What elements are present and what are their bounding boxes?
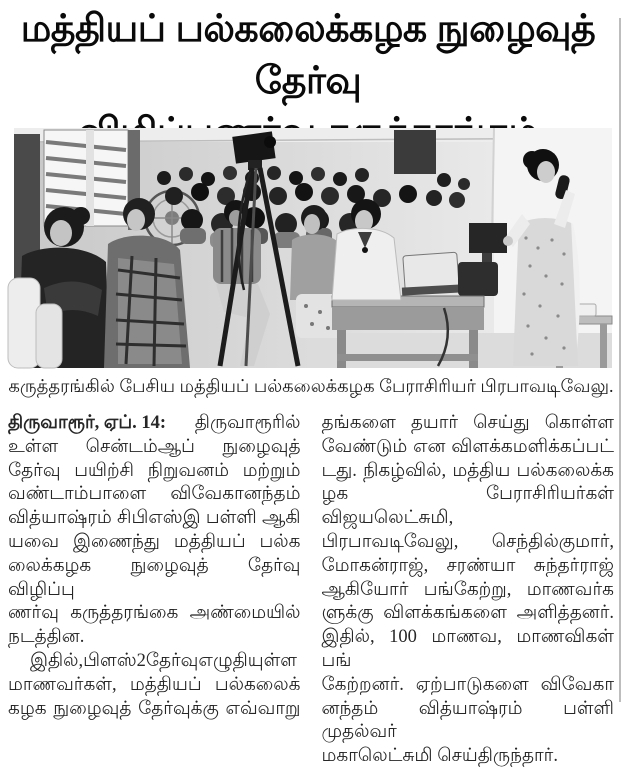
- photo-caption: கருத்தரங்கில் பேசிய மத்தியப் பல்கலைக்கழக பேராசிரியர் பிரபாவடிவேலு.: [8, 376, 614, 396]
- body-text-line: ணர்வு கருத்தரங்கை அண்மையில்: [8, 603, 301, 624]
- body-text-line: னந்தம் வித்யாஷ்ரம் பள்ளி முதல்வர்: [321, 698, 614, 743]
- body-text-line: தேர்வு பயிற்சி நிறுவனம் மற்றும்: [8, 460, 301, 481]
- article-photo: [14, 128, 612, 368]
- body-text-line: மாணவர்கள், மத்தியப் பல்கலைக்: [8, 674, 301, 695]
- dateline-row: [8, 412, 301, 436]
- article-column-right: [322, 412, 615, 769]
- body-text-line: தங்களை தயார் செய்து கொள்ள: [321, 413, 614, 433]
- body-text-line: கழக நுழைவுத் தேர்வுக்கு எவ்வாறு: [8, 698, 301, 719]
- body-text-line: மோகன்ராஜ், சரண்யா சுந்தர்ராஜ்: [321, 555, 614, 576]
- body-text-line: கேற்றனர். ஏற்பாடுகளை விவேகா: [321, 674, 614, 695]
- body-text-line: ழக பேராசிரியர்கள் விஜயலெட்சுமி,: [321, 484, 614, 529]
- body-text-line: டது. நிகழ்வில், மத்திய பல்கலைக்க: [321, 460, 614, 481]
- body-text-line: யவை இணைந்து மத்தியப் பல்க: [8, 531, 301, 552]
- photo-wall-board: [394, 130, 436, 174]
- body-text-line: வண்டாம்பாளை விவேகானந்தம்: [8, 484, 301, 505]
- dateline: திருவாரூர், ஏப். 14:: [8, 413, 167, 433]
- lead-first-word: திருவாரூரில்: [194, 413, 301, 433]
- paragraph-1: [8, 436, 301, 650]
- article-body: [8, 412, 614, 769]
- seminar-photo-illustration: [14, 128, 612, 368]
- body-text-line: மகாலெட்சுமி செய்திருந்தார்.: [321, 746, 558, 767]
- body-text-line: வித்யாஷ்ரம் சிபிஎஸ்இ பள்ளி ஆகி: [8, 508, 301, 529]
- article-column-left: [8, 412, 301, 769]
- headline-line-1: மத்தியப் பல்கலைக்கழக நுழைவுத் தேர்வு: [20, 8, 596, 102]
- body-text-line: வேண்டும் என விளக்கமளிக்கப்பட்: [321, 436, 614, 457]
- body-text-line: ஆகியோர் பங்கேற்று, மாணவர்க: [321, 579, 614, 600]
- paragraph-2: [8, 650, 301, 721]
- body-text-line: இதில், 100 மாணவ, மாணவிகள் பங்: [321, 627, 614, 671]
- body-text-line: இதில்,பிளஸ்2தேர்வுஎழுதியுள்ள: [30, 650, 297, 671]
- body-text-line: நடத்தின.: [8, 627, 85, 648]
- body-text-line: லைக்கழக நுழைவுத் தேர்வு விழிப்பு: [8, 555, 301, 600]
- body-text-line: ளுக்கு விளக்கங்களை அளித்தனர்.: [321, 603, 614, 624]
- body-text-line: பிரபாவடிவேலு, செந்தில்குமார்,: [321, 531, 614, 552]
- body-text-line: உள்ள சென்டம்ஆப் நுழைவுத்: [8, 436, 301, 457]
- column-divider-rule: [619, 18, 621, 702]
